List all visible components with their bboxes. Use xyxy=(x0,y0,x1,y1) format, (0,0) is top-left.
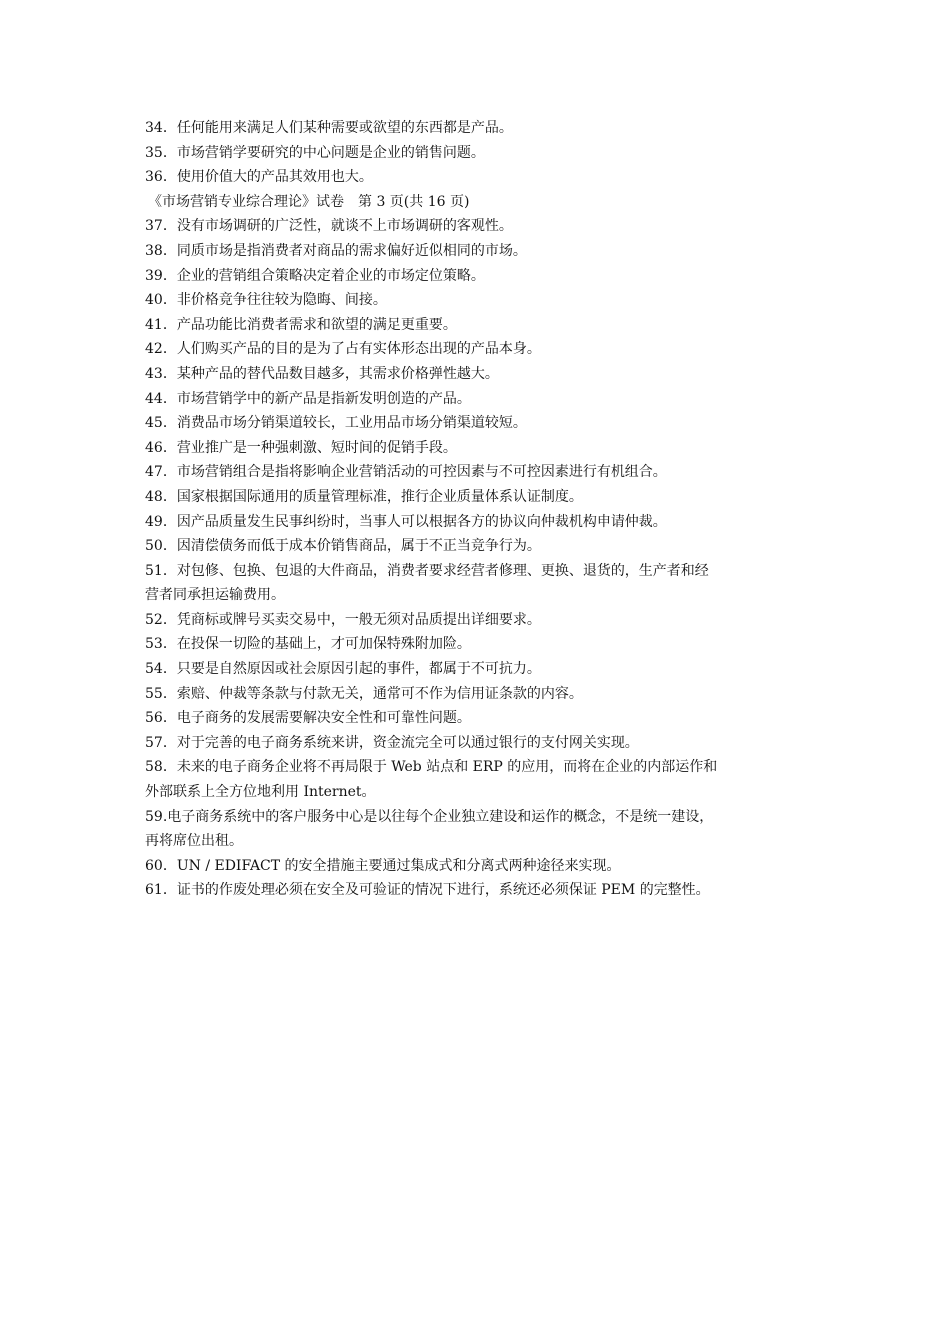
question-61: 61．证书的作废处理必须在安全及可验证的情况下进行，系统还必须保证 PEM 的完整性。 xyxy=(145,882,710,899)
question-list xyxy=(145,116,810,903)
question-51: 51．对包修、包换、包退的大件商品，消费者要求经营者修理、更换、退货的，生产者和经 xyxy=(145,562,709,579)
question-48: 48．国家根据国际通用的质量管理标准，推行企业质量体系认证制度。 xyxy=(145,488,583,505)
question-43: 43．某种产品的替代品数目越多，其需求价格弹性越大。 xyxy=(145,365,499,382)
question-53: 53．在投保一切险的基础上，才可加保特殊附加险。 xyxy=(145,636,471,653)
question-59: 59.电子商务系统中的客户服务中心是以往每个企业独立建设和运作的概念，不是统一建设， xyxy=(145,808,714,825)
question-51-continued: 营者同承担运输费用。 xyxy=(145,587,285,604)
question-34: 34．任何能用来满足人们某种需要或欲望的东西都是产品。 xyxy=(145,120,513,136)
question-54: 54．只要是自然原因或社会原因引起的事件，都属于不可抗力。 xyxy=(145,661,541,678)
question-59-continued: 再将席位出租。 xyxy=(145,833,243,850)
question-60: 60．UN / EDIFACT 的安全措施主要通过集成式和分离式两种途径来实现。 xyxy=(145,857,621,874)
question-58: 58．未来的电子商务企业将不再局限于 Web 站点和 ERP 的应用，而将在企业的内部运作和 xyxy=(145,759,718,776)
page-footer: 《市场营销专业综合理论》试卷 第 3 页(共 16 页) xyxy=(148,193,470,210)
question-50: 50．因清偿债务而低于成本价销售商品，属于不正当竞争行为。 xyxy=(145,538,541,555)
question-40: 40．非价格竞争往往较为隐晦、间接。 xyxy=(145,292,387,309)
question-46: 46．营业推广是一种强刺激、短时间的促销手段。 xyxy=(145,439,457,456)
question-56: 56．电子商务的发展需要解决安全性和可靠性问题。 xyxy=(145,710,471,727)
question-57: 57．对于完善的电子商务系统来讲，资金流完全可以通过银行的支付网关实现。 xyxy=(145,734,639,751)
question-38: 38．同质市场是指消费者对商品的需求偏好近似相同的市场。 xyxy=(145,242,527,259)
question-52: 52．凭商标或牌号买卖交易中，一般无须对品质提出详细要求。 xyxy=(145,611,541,628)
question-47: 47．市场营销组合是指将影响企业营销活动的可控因素与不可控因素进行有机组合。 xyxy=(145,464,667,481)
question-49: 49．因产品质量发生民事纠纷时，当事人可以根据各方的协议向仲裁机构申请仲裁。 xyxy=(145,513,667,530)
question-37: 37．没有市场调研的广泛性，就谈不上市场调研的客观性。 xyxy=(145,218,513,235)
question-55: 55．索赔、仲裁等条款与付款无关，通常可不作为信用证条款的内容。 xyxy=(145,685,583,702)
question-42: 42．人们购买产品的目的是为了占有实体形态出现的产品本身。 xyxy=(145,341,541,358)
question-39: 39．企业的营销组合策略决定着企业的市场定位策略。 xyxy=(145,267,485,284)
question-41: 41．产品功能比消费者需求和欲望的满足更重要。 xyxy=(145,316,457,333)
question-36: 36．使用价值大的产品其效用也大。 xyxy=(145,169,373,186)
question-35: 35．市场营销学要研究的中心问题是企业的销售问题。 xyxy=(145,144,485,161)
question-45: 45．消费品市场分销渠道较长，工业用品市场分销渠道较短。 xyxy=(145,415,527,432)
question-58-continued: 外部联系上全方位地利用 Internet。 xyxy=(145,784,376,801)
question-44: 44．市场营销学中的新产品是指新发明创造的产品。 xyxy=(145,390,471,407)
